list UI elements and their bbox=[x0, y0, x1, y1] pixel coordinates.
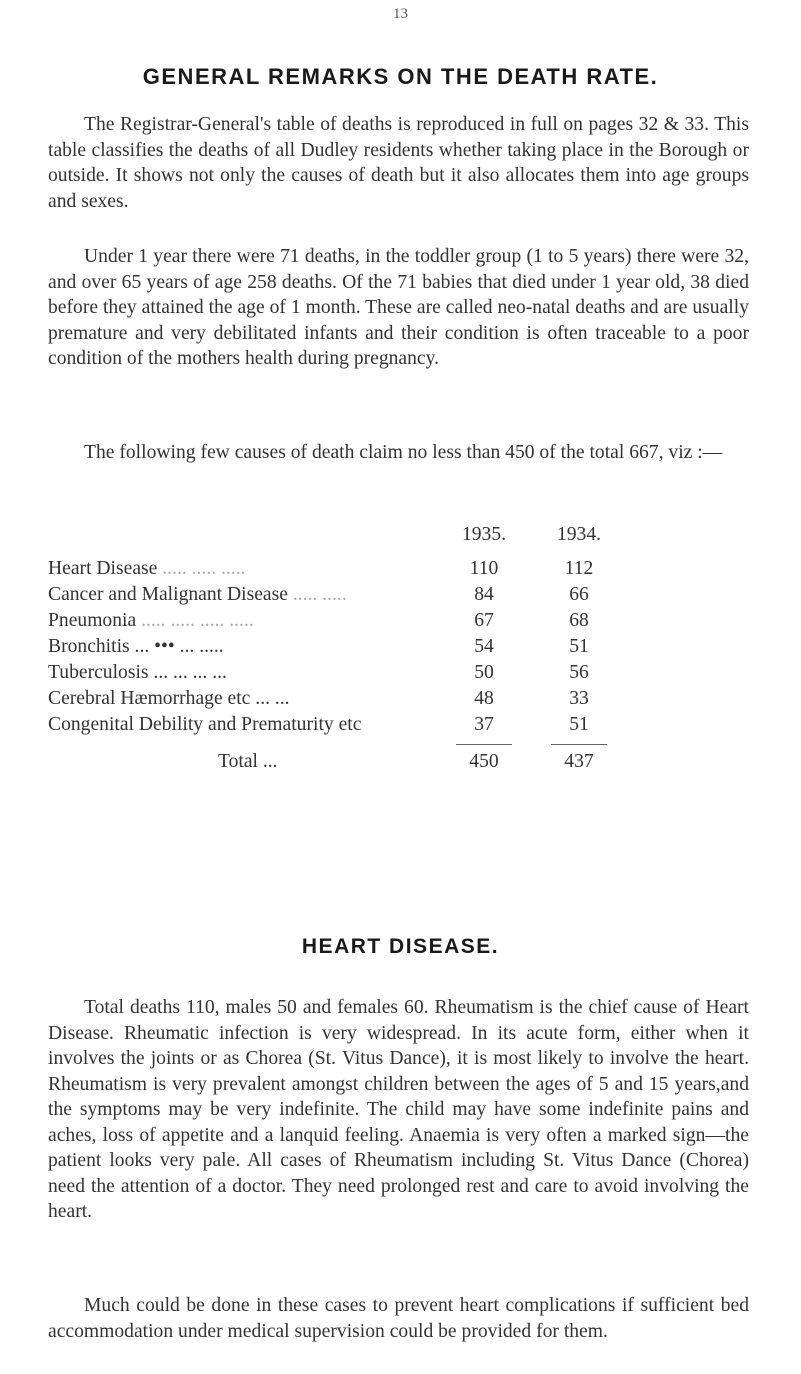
value-1935: 84 bbox=[474, 584, 494, 605]
dot-leader: ... ••• ... ..... bbox=[129, 636, 224, 657]
dot-leader: ..... ..... bbox=[287, 584, 347, 605]
paragraph-age-groups: Under 1 year there were 71 deaths, in the toddler group (1 to 5 years) there were 32, and over 65 years of age 258 deaths. Of the 71 babies that died under 1 year old, 38 died before they attained the age of 1 month. These are called neo-natal deaths and are usually premature and very debilitated infants and their condition is often traceable to a poor condition of the mothers health during pregnancy. bbox=[48, 246, 749, 369]
table-row bbox=[48, 688, 749, 714]
table-row bbox=[48, 610, 749, 636]
total-label: Total bbox=[218, 751, 258, 772]
value-1934: 68 bbox=[569, 610, 589, 631]
value-1935: 37 bbox=[474, 714, 494, 735]
dot-leader: ..... ..... ..... ..... bbox=[136, 610, 254, 631]
total-1934: 437 bbox=[564, 751, 594, 772]
value-1934: 51 bbox=[569, 636, 589, 657]
dot-leader: etc bbox=[333, 714, 362, 735]
dot-leader: ... ... bbox=[250, 688, 290, 709]
section-heading-death-rate: GENERAL REMARKS ON THE DEATH RATE. bbox=[142, 64, 659, 89]
causes-of-death-table bbox=[0, 524, 801, 924]
total-rule-1934 bbox=[551, 744, 607, 745]
dot-leader: ..... ..... ..... bbox=[157, 558, 246, 579]
cause-label: Bronchitis bbox=[48, 636, 130, 657]
paragraph-causes-intro: The following few causes of death claim no less than 450 of the total 667, viz :— bbox=[84, 442, 723, 463]
year-header-1935: 1935. bbox=[461, 524, 507, 545]
cause-label: Congenital Debility and Prematurity bbox=[48, 714, 334, 735]
total-rule-1935 bbox=[456, 744, 512, 745]
total-1935: 450 bbox=[469, 751, 499, 772]
table-row bbox=[48, 662, 749, 688]
value-1935: 54 bbox=[474, 636, 494, 657]
dot-leader: ... ... ... bbox=[168, 662, 227, 683]
paragraph-registrar-table: The Registrar-General's table of deaths is reproduced in full on pages 32 & 33. This table classifies the deaths of all Dudley residents whether taking place in the Borough or outside. It shows not only the causes of death but it also allocates them into age groups and sexes. bbox=[48, 114, 749, 212]
value-1935: 110 bbox=[469, 558, 499, 579]
value-1935: 50 bbox=[474, 662, 494, 683]
table-row bbox=[48, 558, 749, 584]
paragraph-heart-disease: Total deaths 110, males 50 and females 60. Rheumatism is the chief cause of Heart Disease. Rheumatic infection is very widespread. In its acute form, either when it involves the joints or as Chorea (St. Vitus Dance), it is most likely to involve the heart. Rheumatism is very prevalent amongst children between the ages of 5 and 15 years,and the symptoms may be very indefinite. The child may have some indefinite pains and aches, loss of appetite and a lanquid feeling. Anaemia is very often a marked sign—the patient looks very pale. All cases of Rheumatism including St. Vitus Dance (Chorea) need the attention of a doctor. They need prolonged rest and care to avoid involving the heart. bbox=[48, 997, 749, 1222]
value-1935: 48 bbox=[474, 688, 494, 709]
section-heading-heart-disease: HEART DISEASE. bbox=[301, 935, 500, 958]
cause-label: Tuberculosis ... bbox=[48, 662, 169, 683]
year-header-1934: 1934. bbox=[556, 524, 602, 545]
value-1934: 66 bbox=[569, 584, 589, 605]
cause-label: Cerebral Hæmorrhage etc bbox=[48, 688, 251, 709]
value-1934: 56 bbox=[569, 662, 589, 683]
value-1934: 51 bbox=[569, 714, 589, 735]
dot-leader: ... bbox=[257, 751, 278, 772]
cause-label: Cancer and Malignant Disease bbox=[48, 584, 288, 605]
table-row bbox=[48, 584, 749, 610]
cause-label: Heart Disease bbox=[48, 558, 158, 579]
table-row bbox=[48, 714, 749, 740]
page-number: 13 bbox=[393, 6, 408, 22]
value-1935: 67 bbox=[474, 610, 494, 631]
value-1934: 112 bbox=[564, 558, 594, 579]
value-1934: 33 bbox=[569, 688, 589, 709]
paragraph-bed-accommodation: Much could be done in these cases to prevent heart complications if sufficient bed accommodation under medical supervision could be provided for them. bbox=[48, 1295, 749, 1342]
table-total-row bbox=[48, 751, 749, 777]
cause-label: Pneumonia bbox=[48, 610, 137, 631]
table-row bbox=[48, 636, 749, 662]
